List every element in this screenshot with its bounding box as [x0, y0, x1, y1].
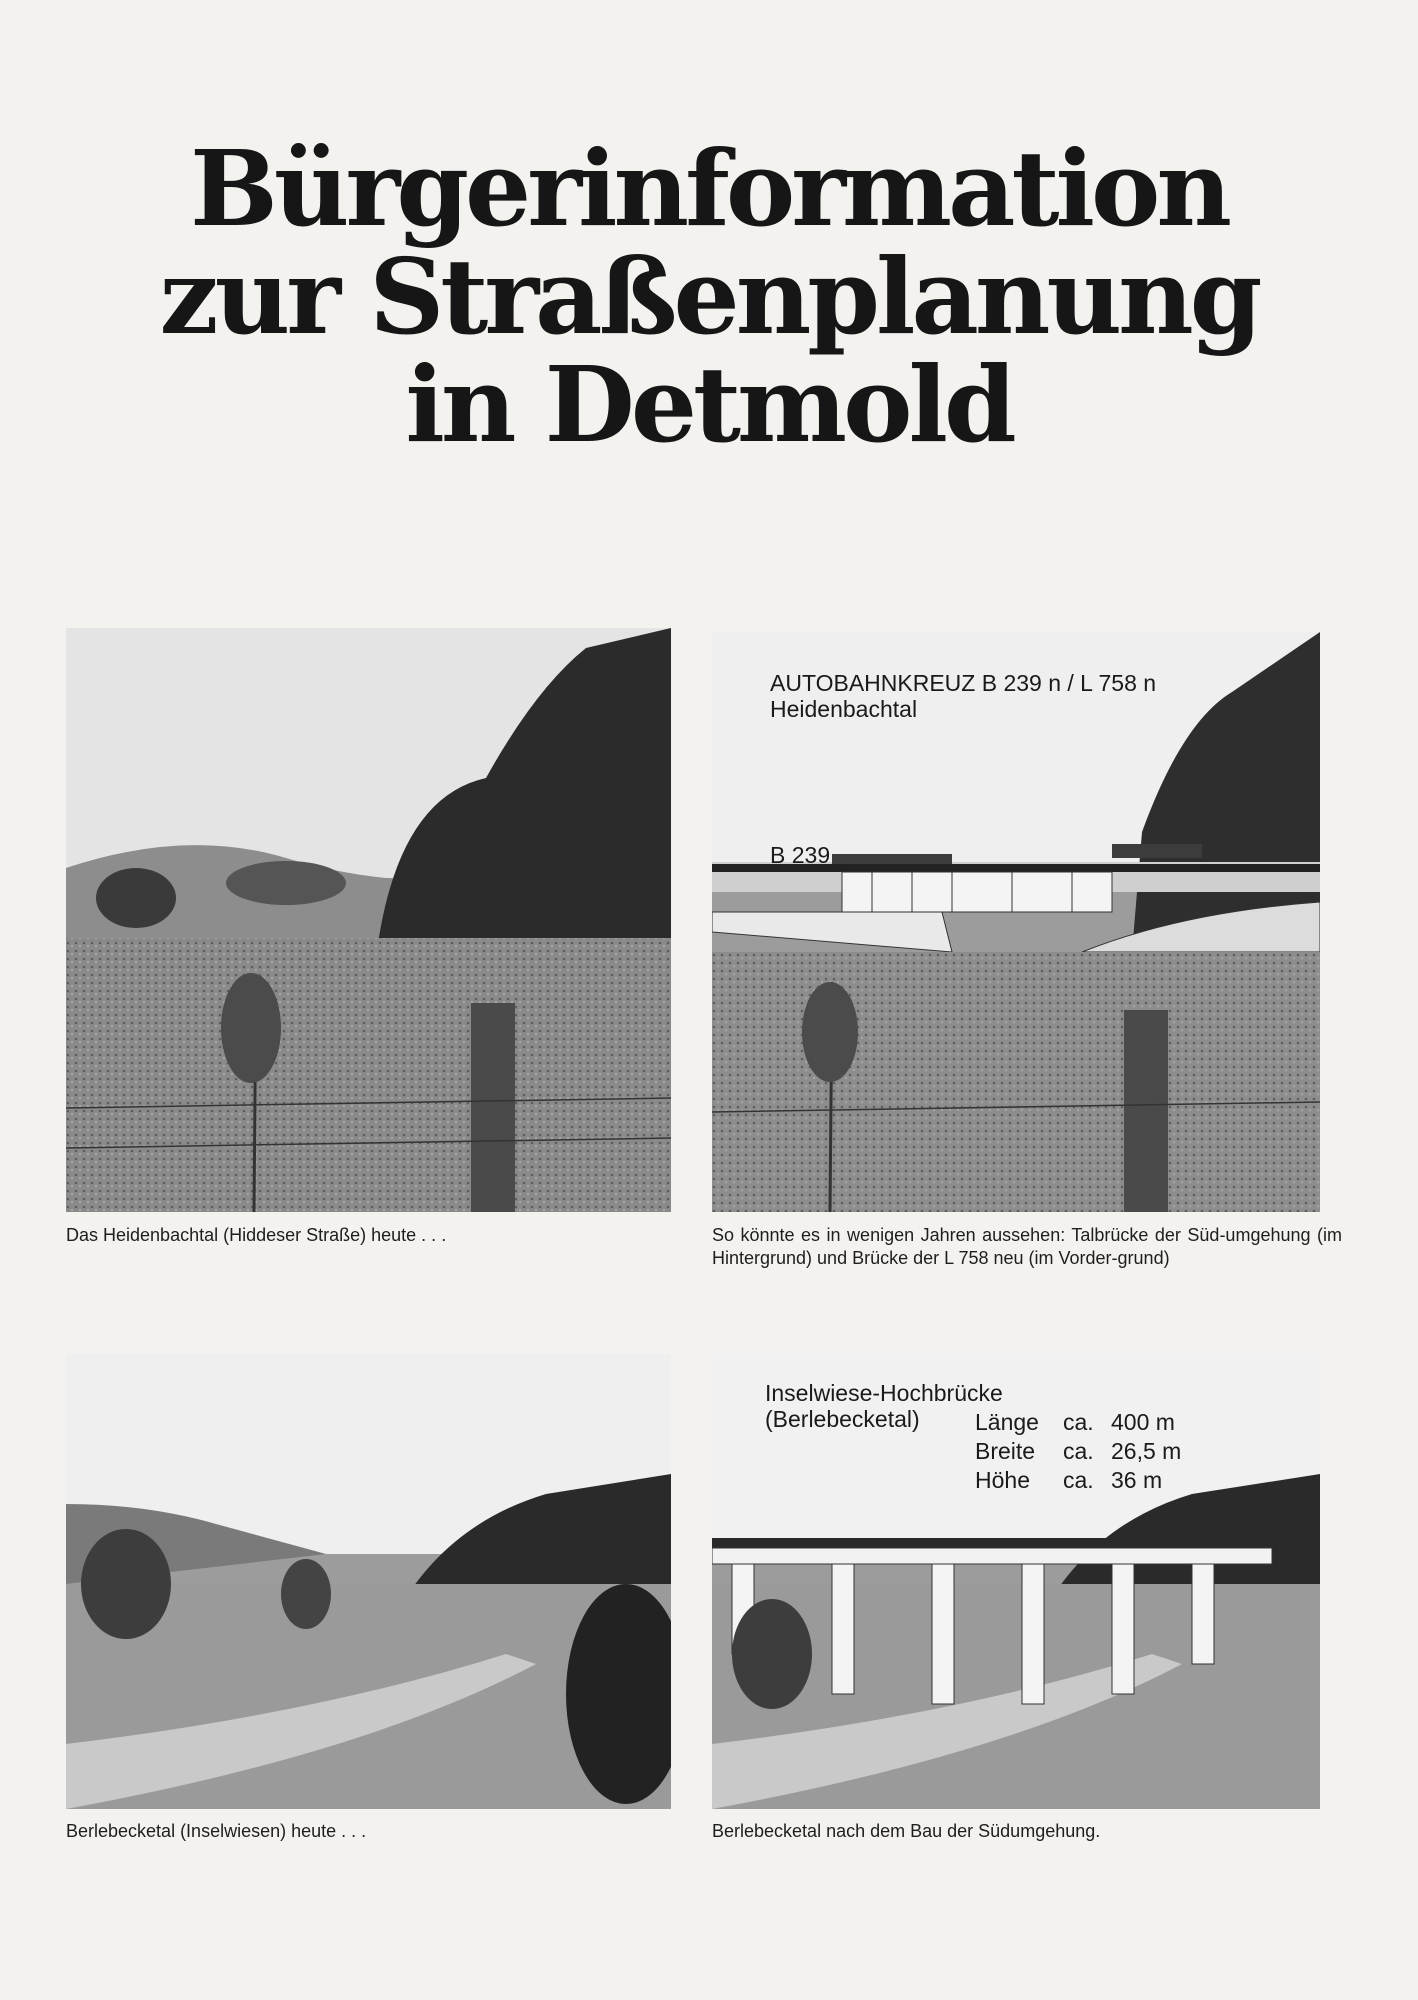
overlay-autobahnkreuz-line2: Heidenbachtal — [770, 696, 918, 722]
caption-berlebecketal-today: Berlebecketal (Inselwiesen) heute . . . — [66, 1821, 367, 1841]
spec-prefix: ca. — [1063, 1409, 1094, 1435]
overlay-b239-label: B 239 — [770, 842, 831, 868]
spec-value: 26,5 m — [1111, 1438, 1182, 1464]
caption-berlebecketal-future: Berlebecketal nach dem Bau der Südumgehung. — [712, 1821, 1101, 1841]
caption-heidenbachtal-today: Das Heidenbachtal (Hiddeser Straße) heute . . . — [66, 1225, 447, 1245]
spec-prefix: ca. — [1063, 1467, 1094, 1493]
title-line-2: zur Straßenplanung — [159, 235, 1259, 358]
spec-row-width — [975, 1437, 1181, 1466]
spec-value: 400 m — [1111, 1409, 1175, 1435]
overlay-inselwiese-title: Inselwiese-Hochbrücke — [765, 1380, 1003, 1406]
page-title — [0, 127, 1418, 466]
spec-row-length — [975, 1408, 1181, 1437]
spec-value: 36 m — [1111, 1467, 1163, 1493]
photo-heidenbachtal-today — [66, 628, 671, 1212]
spec-label: Breite — [975, 1438, 1036, 1464]
title-line-1: Bürgerinformation — [190, 127, 1228, 250]
overlay-inselwiese-sub: (Berlebecketal) — [765, 1406, 920, 1432]
spec-label: Länge — [975, 1409, 1039, 1435]
bridge-spec-table — [975, 1408, 1181, 1495]
spec-prefix: ca. — [1063, 1438, 1094, 1464]
overlay-autobahnkreuz-line1: AUTOBAHNKREUZ B 239 n / L 758 n — [770, 670, 1157, 696]
spec-label: Höhe — [975, 1467, 1030, 1493]
caption-heidenbachtal-future: So könnte es in wenigen Jahren aussehen: Talbrücke der Süd-umgehung (im Hintergrund) und Brücke der L 758 neu (im Vorder-grund) — [712, 1225, 1342, 1268]
overlay-autobahnkreuz — [770, 670, 1290, 722]
photo-berlebecketal-today — [66, 1354, 671, 1809]
title-line-3: in Detmold — [405, 343, 1013, 466]
spec-row-height — [975, 1466, 1181, 1495]
